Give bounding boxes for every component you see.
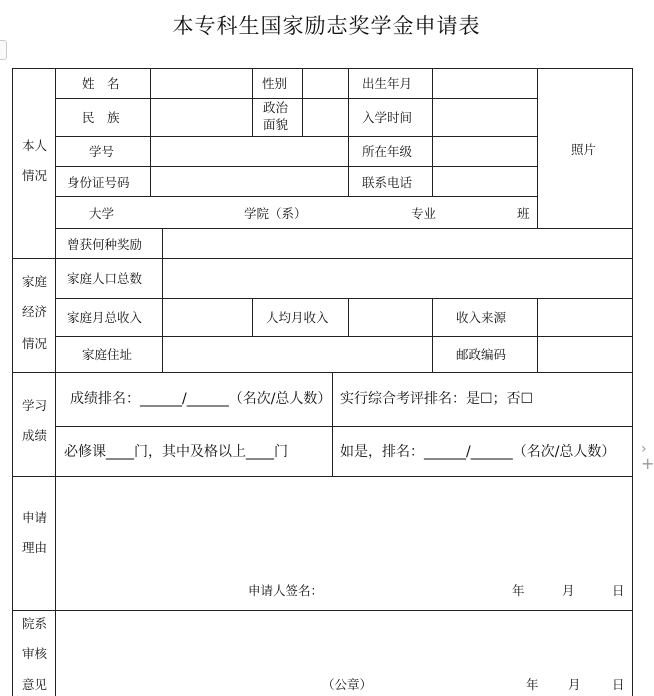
label-postcode: 邮政编码 xyxy=(456,347,507,362)
study-comprehensive: 实行综合考评排名：是☐；否☐ xyxy=(340,391,534,407)
section-reason-2: 理由 xyxy=(22,540,48,555)
label-address: 家庭住址 xyxy=(82,347,133,362)
label-student-id: 学号 xyxy=(89,144,115,159)
label-enroll-date: 入学时间 xyxy=(362,110,413,125)
table-border-top xyxy=(12,68,633,69)
label-gender: 性别 xyxy=(262,76,288,91)
dept-year: 年 xyxy=(526,677,539,692)
reason-month: 月 xyxy=(562,583,575,598)
section-personal-1: 本人 xyxy=(22,138,48,153)
section-family-1: 家庭 xyxy=(22,274,48,289)
label-family-income: 家庭月总收入 xyxy=(67,310,143,325)
section-dept-3: 意见 xyxy=(22,677,48,692)
dept-month: 月 xyxy=(568,677,581,692)
study-if-yes-ranking: 如是，排名：______/______（名次/总人数） xyxy=(340,444,616,460)
form-title: 本专科生国家励志奖学金申请表 xyxy=(172,14,481,38)
section-reason-1: 申请 xyxy=(22,510,48,525)
dept-seal: （公章） xyxy=(322,677,373,692)
study-required-courses: 必修课____门，其中及格以上____门 xyxy=(64,444,288,460)
table-border-left xyxy=(12,68,13,696)
label-political-2: 面貌 xyxy=(263,117,289,132)
label-birth: 出生年月 xyxy=(362,76,413,91)
section-personal-2: 情况 xyxy=(22,168,48,183)
label-awards: 曾获何种奖励 xyxy=(67,237,143,252)
label-ethnicity: 民 族 xyxy=(82,110,120,125)
section-dept-1: 院系 xyxy=(22,616,48,631)
label-income-source: 收入来源 xyxy=(456,310,507,325)
label-major: 专业 xyxy=(411,206,437,221)
dept-day: 日 xyxy=(612,677,625,692)
applicant-signature-label: 申请人签名： xyxy=(248,583,324,598)
section-dept-2: 审核 xyxy=(22,646,48,661)
section-family-3: 情况 xyxy=(22,336,48,351)
chevron-right-icon[interactable]: › xyxy=(641,441,647,457)
reason-day: 日 xyxy=(612,583,625,598)
label-id-number: 身份证号码 xyxy=(67,175,130,190)
study-ranking: 成绩排名：______/______（名次/总人数） xyxy=(70,391,332,407)
section-family-2: 经济 xyxy=(22,304,48,319)
label-university: 大学 xyxy=(89,206,115,221)
label-name: 姓 名 xyxy=(82,76,120,91)
label-phone: 联系电话 xyxy=(362,175,413,190)
add-icon[interactable]: + xyxy=(641,454,654,473)
label-class: 班 xyxy=(517,206,530,221)
reason-year: 年 xyxy=(512,583,525,598)
section-study-2: 成绩 xyxy=(22,428,48,443)
label-per-capita-income: 人均月收入 xyxy=(266,310,329,325)
label-family-size: 家庭人口总数 xyxy=(67,271,143,286)
label-grade: 所在年级 xyxy=(362,144,413,159)
table-border-right xyxy=(632,68,633,696)
photo-placeholder: 照片 xyxy=(571,142,597,157)
label-college: 学院（系） xyxy=(244,206,307,221)
left-scroll-tab[interactable] xyxy=(0,40,7,60)
section-study-1: 学习 xyxy=(22,398,48,413)
label-political-1: 政治 xyxy=(263,100,289,115)
